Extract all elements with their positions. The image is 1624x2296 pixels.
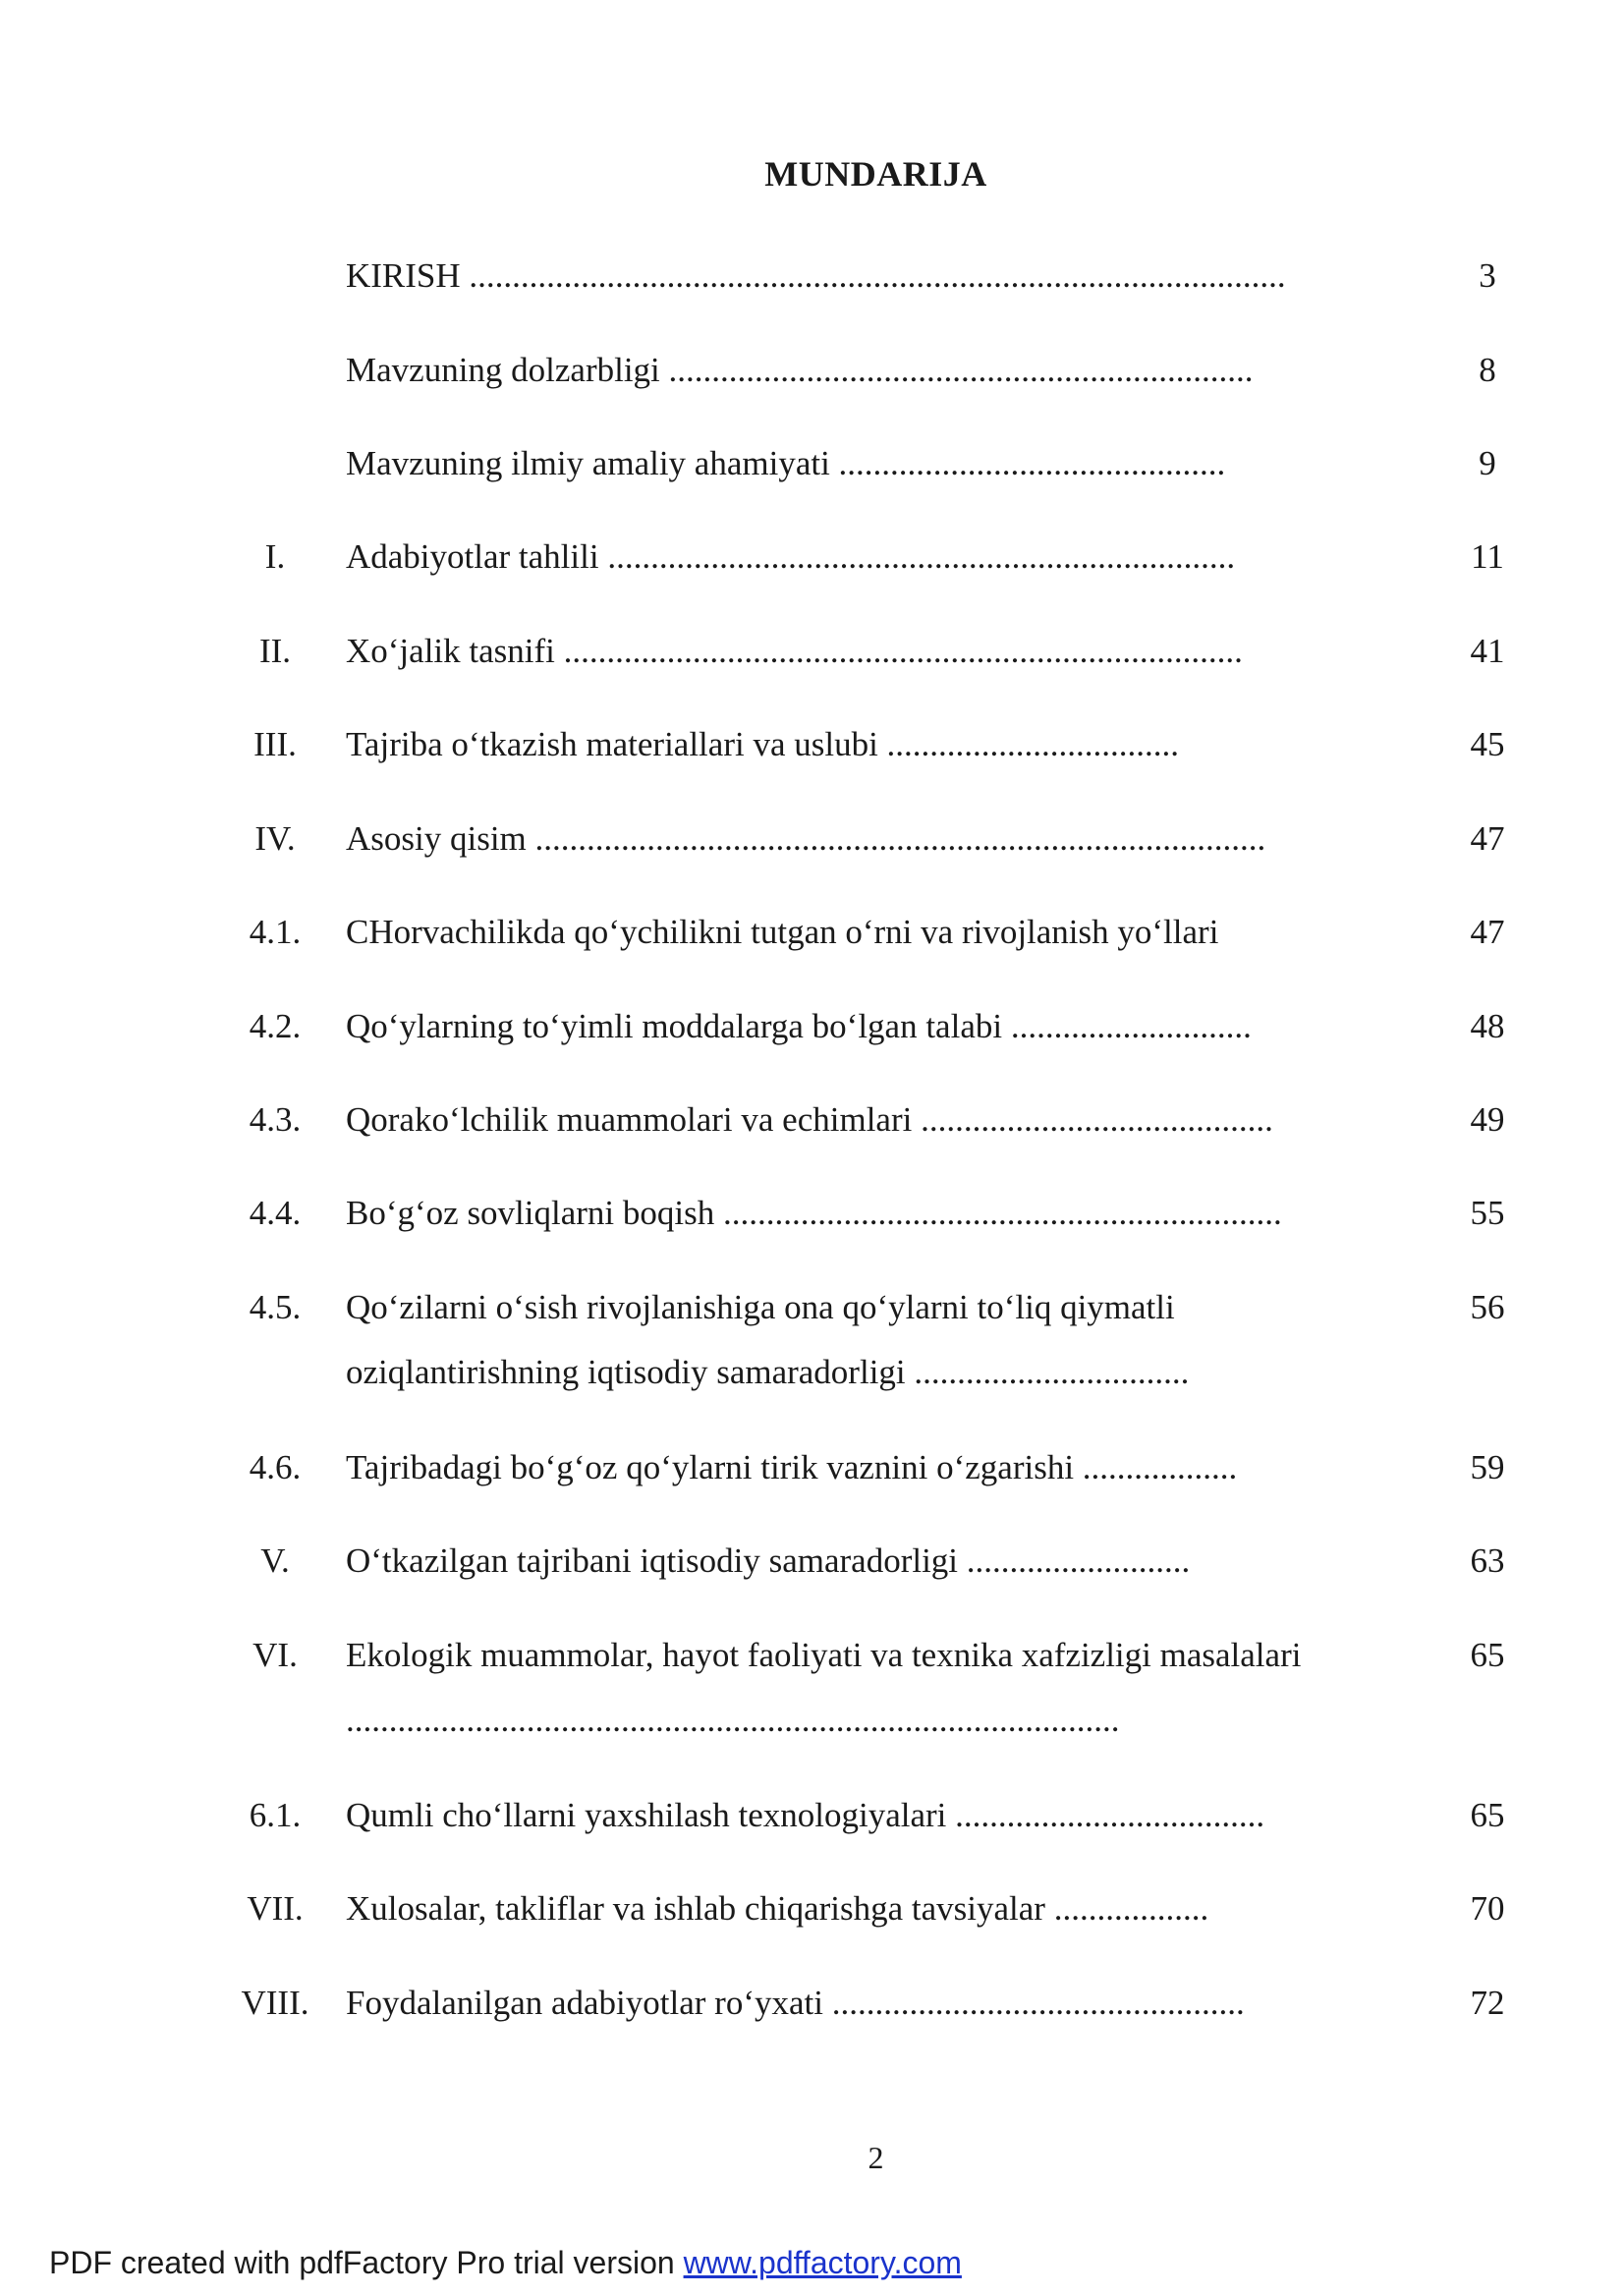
toc-entry-title: Mavzuning dolzarbligi .................................................................... xyxy=(346,351,1254,389)
footer-text: PDF created with pdfFactory Pro trial version xyxy=(49,2245,684,2280)
toc-entry-page: 65 xyxy=(1470,1636,1505,1674)
toc-entry-title: KIRISH ............................................................................................... xyxy=(346,256,1286,295)
toc-entry-title-continuation: .......................................................................................... xyxy=(346,1701,1120,1739)
toc-entry-title: Asosiy qisim ..................................................................................... xyxy=(346,819,1266,858)
toc-entry-page: 9 xyxy=(1479,444,1496,482)
toc-entry-page: 70 xyxy=(1470,1889,1505,1928)
toc-entry-title: Adabiyotlar tahlili ......................................................................... xyxy=(346,537,1236,576)
pdf-footer xyxy=(49,2245,962,2281)
toc-entry-number: 4.6. xyxy=(249,1448,302,1486)
page-number: 2 xyxy=(868,2140,884,2175)
toc-entry-page: 59 xyxy=(1470,1448,1505,1486)
toc-entry-title: Xo‘jalik tasnifi ............................................................................... xyxy=(346,632,1243,670)
toc-entry-page: 11 xyxy=(1471,537,1504,576)
toc-entry-page: 65 xyxy=(1470,1796,1505,1834)
toc-entry-page: 55 xyxy=(1470,1194,1505,1232)
toc-entry-page: 56 xyxy=(1470,1288,1505,1326)
toc-entry-title: Xulosalar, takliflar va ishlab chiqarishga tavsiyalar .................. xyxy=(346,1889,1209,1928)
toc-entry-number: V. xyxy=(260,1541,290,1580)
toc-entry-page: 72 xyxy=(1470,1984,1505,2022)
toc-entry-number: IV. xyxy=(254,819,296,858)
toc-entry-title-continuation: oziqlantirishning iqtisodiy samaradorligi ................................ xyxy=(346,1353,1190,1391)
toc-entry-title: Qumli cho‘llarni yaxshilash texnologiyalari .................................... xyxy=(346,1796,1265,1834)
toc-entry-title: Ekologik muammolar, hayot faoliyati va texnika xafzizligi masalalari xyxy=(346,1636,1302,1674)
toc-entry-page: 63 xyxy=(1470,1541,1505,1580)
toc-entry-number: VI. xyxy=(252,1636,298,1674)
toc-entry-number: II. xyxy=(258,632,292,670)
toc-entry-number: 4.2. xyxy=(249,1007,302,1045)
toc-entry-page: 8 xyxy=(1479,351,1496,389)
toc-entry-title: Qorako‘lchilik muammolari va echimlari ......................................... xyxy=(346,1100,1273,1139)
toc-entry-page: 47 xyxy=(1470,913,1505,951)
toc-entry-number: 6.1. xyxy=(249,1796,302,1834)
toc-entry-number: VIII. xyxy=(241,1984,309,2022)
pdffactory-link[interactable]: www.pdffactory.com xyxy=(683,2245,962,2280)
toc-entry-title: Tajriba o‘tkazish materiallari va uslubi .................................. xyxy=(346,725,1180,763)
toc-entry-number: III. xyxy=(253,725,297,763)
document-title: MUNDARIJA xyxy=(764,154,987,194)
toc-entry-number: I. xyxy=(264,537,286,576)
toc-entry-page: 45 xyxy=(1470,725,1505,763)
toc-entry-number: VII. xyxy=(247,1889,304,1928)
toc-entry-page: 48 xyxy=(1470,1007,1505,1045)
toc-entry-page: 47 xyxy=(1470,819,1505,858)
toc-entry-title: Foydalanilgan adabiyotlar ro‘yxati ................................................ xyxy=(346,1984,1245,2022)
toc-entry-number: 4.3. xyxy=(249,1100,302,1139)
toc-entry-title: O‘tkazilgan tajribani iqtisodiy samaradorligi .......................... xyxy=(346,1541,1191,1580)
toc-entry-title: Tajribadagi bo‘g‘oz qo‘ylarni tirik vaznini o‘zgarishi .................. xyxy=(346,1448,1238,1486)
toc-entry-page: 49 xyxy=(1470,1100,1505,1139)
toc-entry-number: 4.4. xyxy=(249,1194,302,1232)
toc-entry-number: 4.5. xyxy=(249,1288,302,1326)
toc-entry-title: Bo‘g‘oz sovliqlarni boqish ................................................................. xyxy=(346,1194,1282,1232)
toc-entry-title: Mavzuning ilmiy amaliy ahamiyati ............................................. xyxy=(346,444,1226,482)
toc-entry-title: Qo‘zilarni o‘sish rivojlanishiga ona qo‘ylarni to‘liq qiymatli xyxy=(346,1288,1175,1326)
toc-entry-title: Qo‘ylarning to‘yimli moddalarga bo‘lgan talabi ............................ xyxy=(346,1007,1252,1045)
toc-entry-title: CHorvachilikda qo‘ychilikni tutgan o‘rni va rivojlanish yo‘llari xyxy=(346,913,1219,951)
toc-entry-number: 4.1. xyxy=(249,913,302,951)
toc-entry-page: 41 xyxy=(1470,632,1505,670)
toc-entry-page: 3 xyxy=(1479,256,1496,295)
